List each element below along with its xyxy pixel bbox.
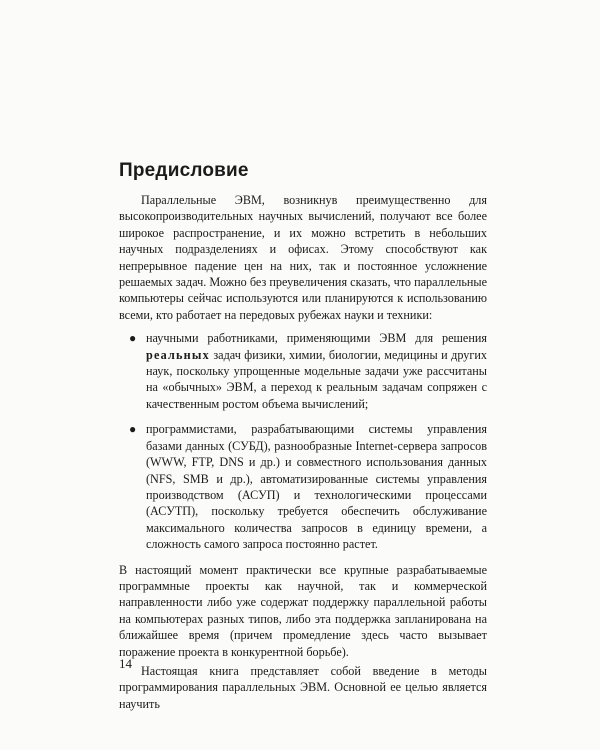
paragraph-book-purpose: Настоящая книга представляет собой введение в методы программирования параллельных ЭВМ. Основной ее целью является научить <box>119 663 487 711</box>
list-item-text: научными работниками, применяющими ЭВМ для решения <box>146 331 487 346</box>
bullet-list <box>119 330 487 552</box>
page-title: Предисловие <box>119 160 249 181</box>
list-item <box>119 421 487 552</box>
emphasis-text: реальных <box>146 347 210 362</box>
bullet-icon: ● <box>129 331 137 346</box>
bullet-icon: ● <box>129 422 137 437</box>
paragraph-intro: Параллельные ЭВМ, возникнув преимущественно для высокопроизводительных научных вычислений, получают все более широкое распространение, и их можно встретить в небольших научных подразделениях и офисах. Этому способствуют как непрерывное падение цен на них, так и постоянное усложнение решаемых задач. Можно без преувеличения сказать, что параллельные компьютеры сейчас используются или планируются к использованию всеми, кто работает на передовых рубежах науки и техники: <box>119 193 487 322</box>
list-item-text: программистами, разрабатывающими системы управления базами данных (СУБД), разнообразные Internet-сервера запросов (WWW, FTP, DNS и др.) и совместного использования данных (NFS, SMB и др.), автоматизированные системы управления производством (АСУП) и технологическими процессами (АСУТП), поскольку требуется обеспечить обслуживание максимального количества запросов в единицу времени, а сложность самого запроса постоянно растет. <box>146 422 487 552</box>
body-text <box>119 192 487 712</box>
paragraph-current-state: В настоящий момент практически все крупные разрабатываемые программные проекты как научной, так и коммерческой направленности либо уже содержат поддержку параллельной работы на компьютерах разных типов, либо эта поддержка запланирована на ближайшее время (причем промедление здесь часто вызывает поражение проекта в конкурентной борьбе). <box>119 562 487 659</box>
list-item-text: задач физики, химии, биологии, медицины и других наук, поскольку упрощенные модельные задачи уже рассчитаны на «обычных» ЭВМ, а переход к реальным задачам сопряжен с качественным ростом объема вычислений; <box>146 347 487 411</box>
list-item <box>119 330 487 412</box>
page-number: 14 <box>119 656 132 671</box>
